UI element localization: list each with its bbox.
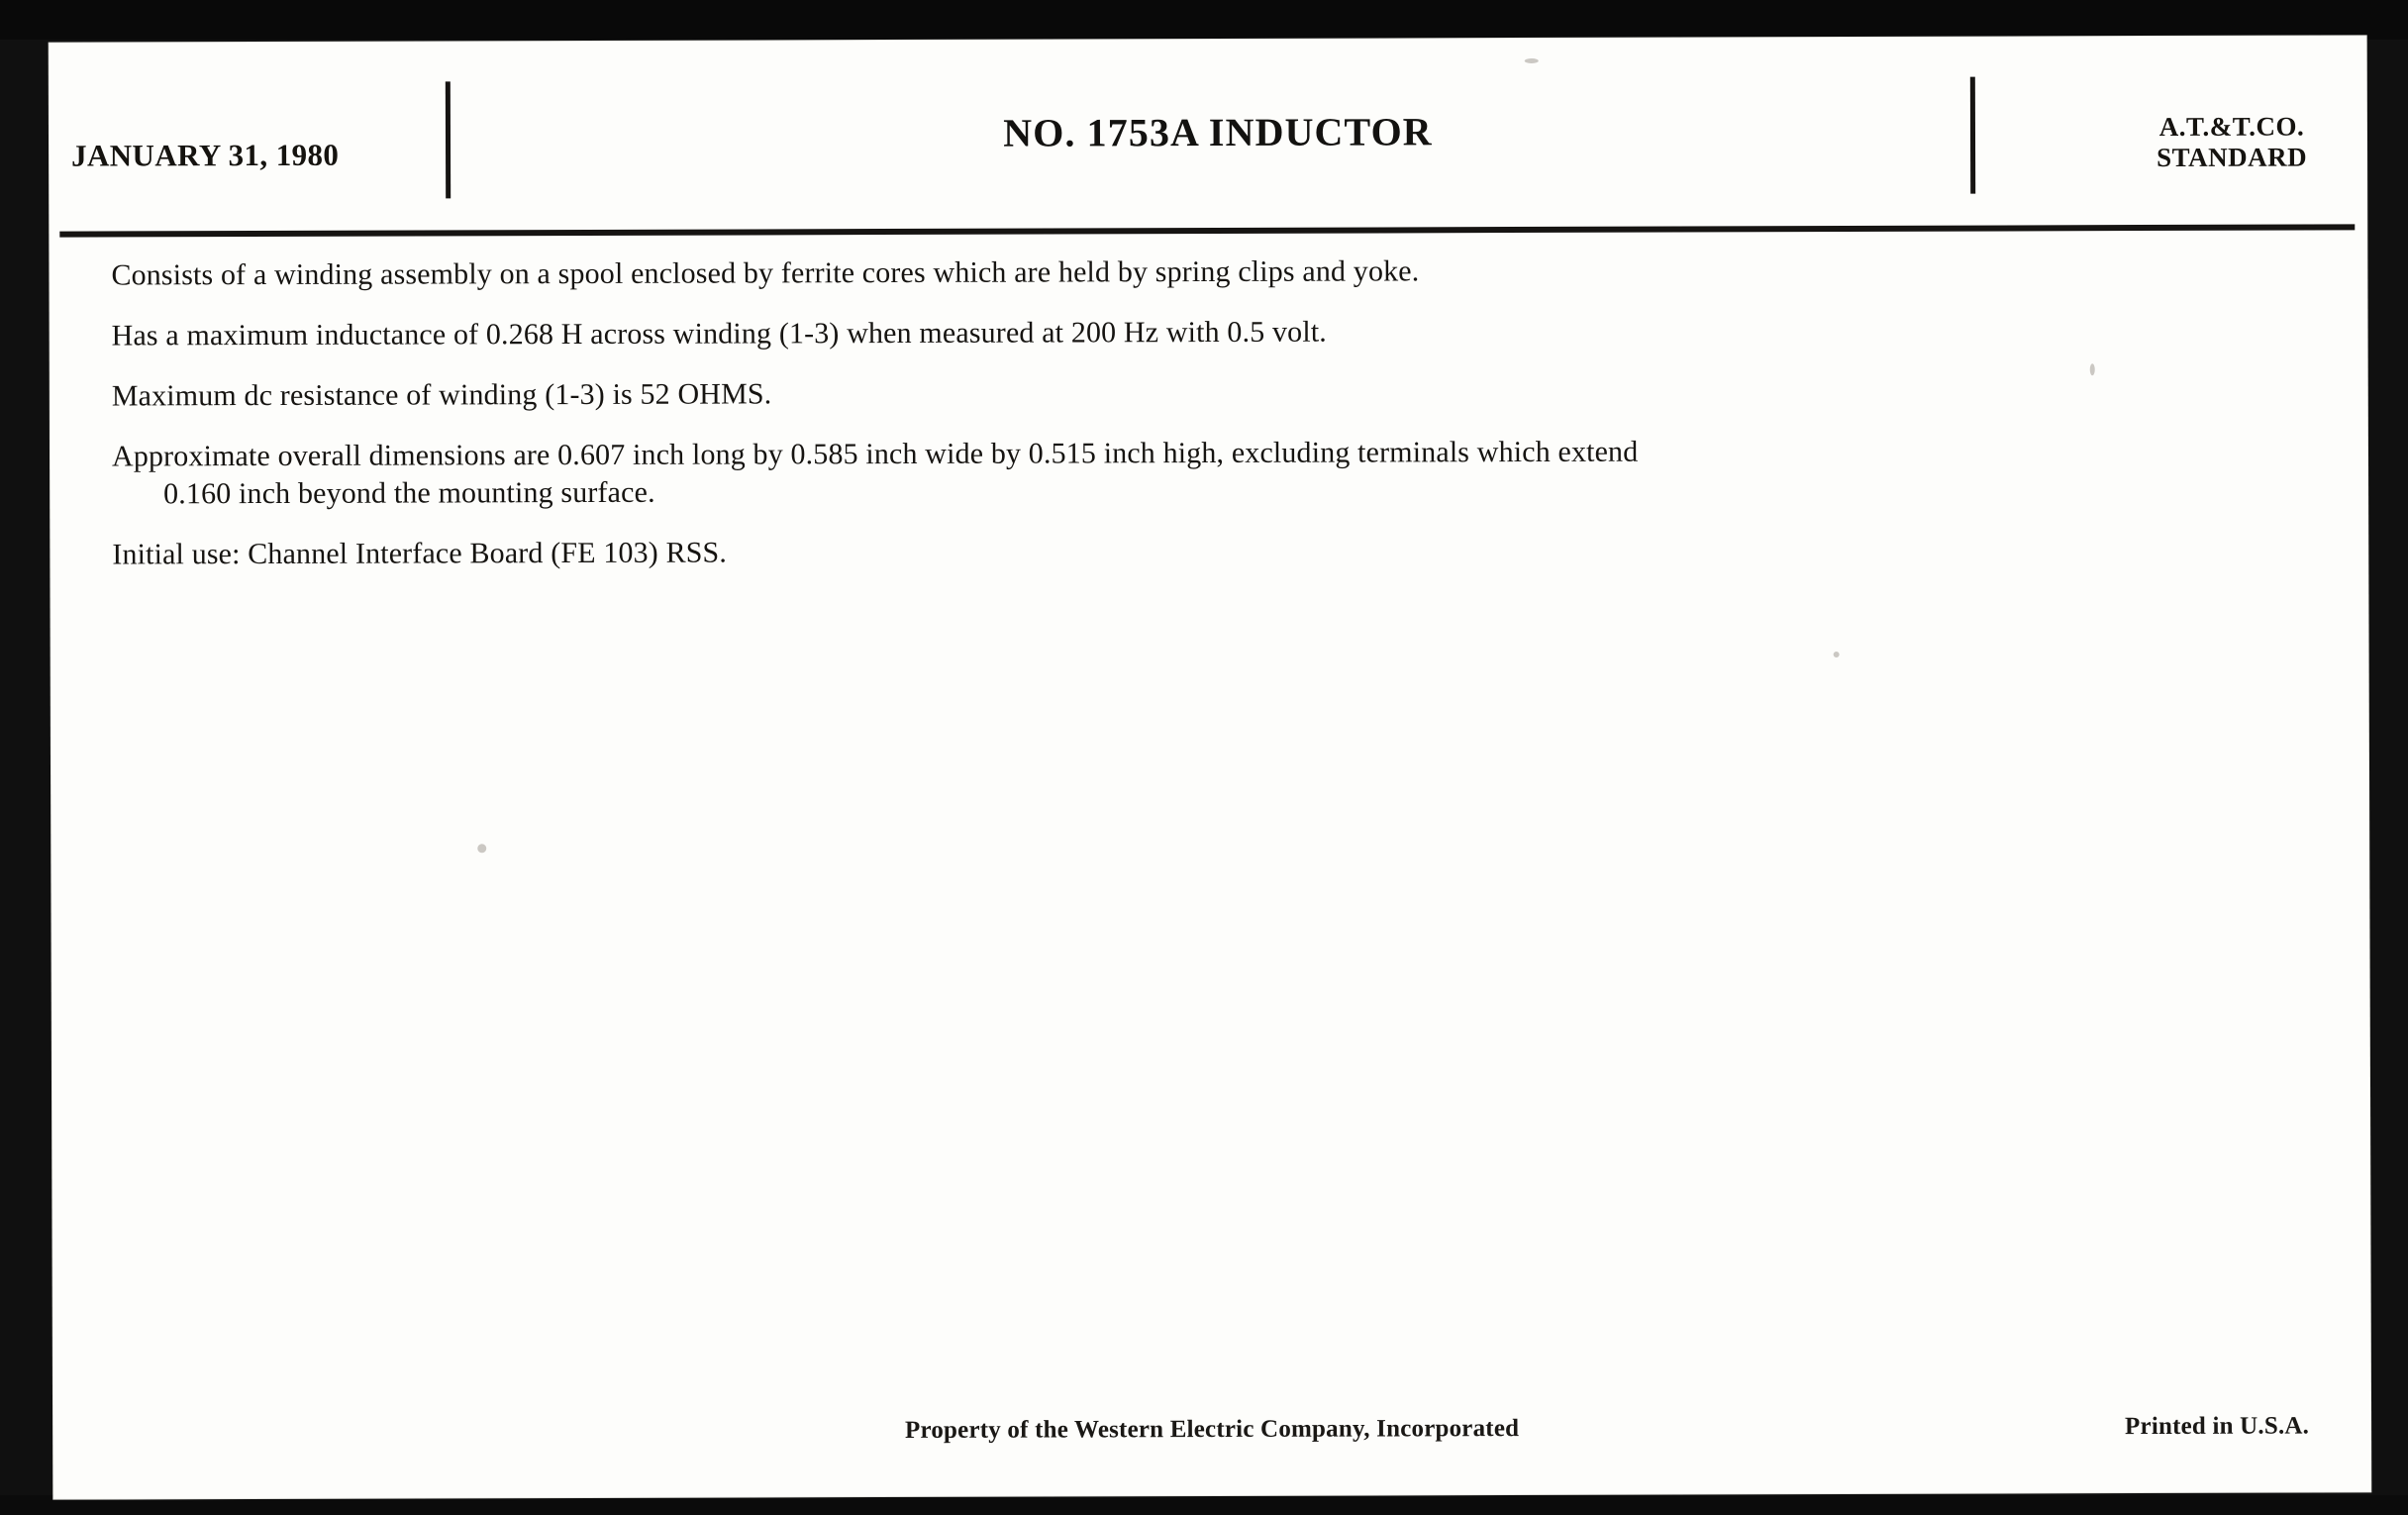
body-paragraph: Initial use: Channel Interface Board (FE 103) RSS. <box>112 537 728 571</box>
document-sheet <box>50 36 2371 1498</box>
header-rule <box>59 224 2355 237</box>
footer-printed-notice: Printed in U.S.A. <box>2124 1412 2310 1441</box>
page-title: NO. 1753A INDUCTOR <box>1003 109 1433 155</box>
document-body <box>111 251 2296 574</box>
header-organization-line1: A.T.&T.CO. <box>2158 111 2305 142</box>
body-paragraph-continuation: 0.160 inch beyond the mounting surface. <box>163 476 655 511</box>
scan-speck <box>1525 58 1539 63</box>
header-divider-right <box>1970 77 1975 194</box>
body-paragraph: Has a maximum inductance of 0.268 H across winding (1-3) when measured at 200 Hz with 0.5 volt. <box>111 315 1327 353</box>
body-paragraph-text: Approximate overall dimensions are 0.607 inch long by 0.585 inch wide by 0.515 inch high, excluding terminals which extend <box>111 435 1639 473</box>
header-divider-left <box>446 81 451 198</box>
scan-speck <box>2090 363 2095 375</box>
scan-edge-top <box>0 0 2408 40</box>
body-paragraph <box>112 432 2296 514</box>
footer-property-notice: Property of the Western Electric Company, Incorporated <box>904 1415 1520 1444</box>
header-date: JANUARY 31, 1980 <box>70 137 340 173</box>
scan-speck <box>1834 652 1840 657</box>
scan-edge-bottom <box>0 1495 2408 1515</box>
scan-speck <box>477 844 486 853</box>
header-organization-line2: STANDARD <box>2157 142 2308 173</box>
body-paragraph: Maximum dc resistance of winding (1-3) is 52 OHMS. <box>111 377 772 413</box>
body-paragraph: Consists of a winding assembly on a spool enclosed by ferrite cores which are held by spring clips and yoke. <box>111 254 1420 292</box>
document-header <box>50 53 2366 211</box>
header-organization <box>2157 112 2307 174</box>
